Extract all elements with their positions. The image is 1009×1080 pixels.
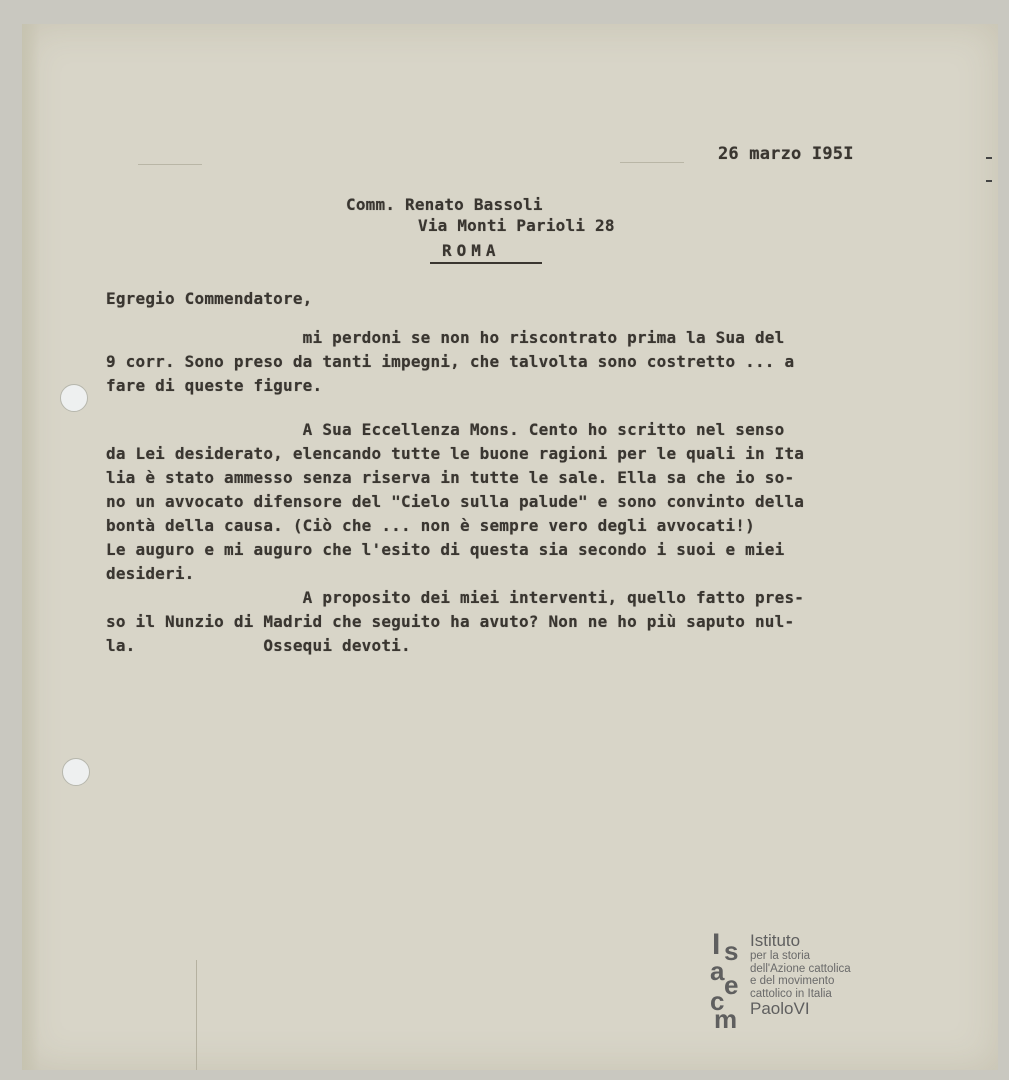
recipient-street: Via Monti Parioli 28 [418,216,615,235]
sheet-shadow-edge [22,24,40,1070]
body-line: da Lei desiderato, elencando tutte le buone ragioni per le quali in Ita [106,444,805,463]
salutation: Egregio Commendatore, [106,289,313,308]
body-line: A Sua Eccellenza Mons. Cento ho scritto nel senso [106,420,785,439]
logo-letter: m [714,1004,738,1034]
institute-name-line: e del movimento [750,975,835,987]
institute-watermark [710,928,860,1036]
institute-name-line: Istituto [750,931,801,950]
logo-letter: a [710,956,725,986]
body-line: A proposito dei miei interventi, quello fatto pres- [106,588,805,607]
institute-name-line: PaoloVI [750,999,810,1018]
letter-date: 26 marzo I95I [718,144,854,164]
recipient-name: Comm. Renato Bassoli [346,195,543,214]
margin-tick [986,180,992,182]
institute-name-line: per la storia [750,950,811,962]
institute-name-line: dell'Azione cattolica [750,962,851,975]
body-line: mi perdoni se non ho riscontrato prima la Sua del [106,328,785,347]
body-line: so il Nunzio di Madrid che seguito ha avuto? Non ne ho più saputo nul- [106,612,795,631]
body-line: bontà della causa. (Ciò che ... non è sempre vero degli avvocati!) [106,516,755,535]
logo-letter: c [710,986,725,1016]
punch-hole-upper [60,384,88,412]
body-line: no un avvocato difensore del "Cielo sulla palude" e sono convinto della [106,492,805,511]
body-line: lia è stato ammesso senza riserva in tutte le sale. Ella sa che io so- [106,468,795,487]
logo-letter: e [724,970,739,1000]
punch-hole-lower [62,758,90,786]
city-underline [430,262,542,264]
body-line: la. Ossequi devoti. [106,636,411,655]
body-line: 9 corr. Sono preso da tanti impegni, che talvolta sono costretto ... a [106,352,795,371]
logo-letter: I [712,928,721,961]
institute-name [750,932,851,1018]
margin-tick [986,157,992,159]
institute-logo-mark [710,928,748,1034]
body-line: Le auguro e mi auguro che l'esito di questa sia secondo i suoi e miei [106,540,785,559]
recipient-city: ROMA [442,241,501,260]
fold-mark [196,960,197,1070]
faint-guide-line [138,164,202,165]
faint-guide-line [620,162,684,163]
institute-name-line: cattolico in Italia [750,987,832,1000]
logo-letter: s [724,936,739,966]
body-line: desideri. [106,564,195,583]
body-line: fare di queste figure. [106,376,323,395]
